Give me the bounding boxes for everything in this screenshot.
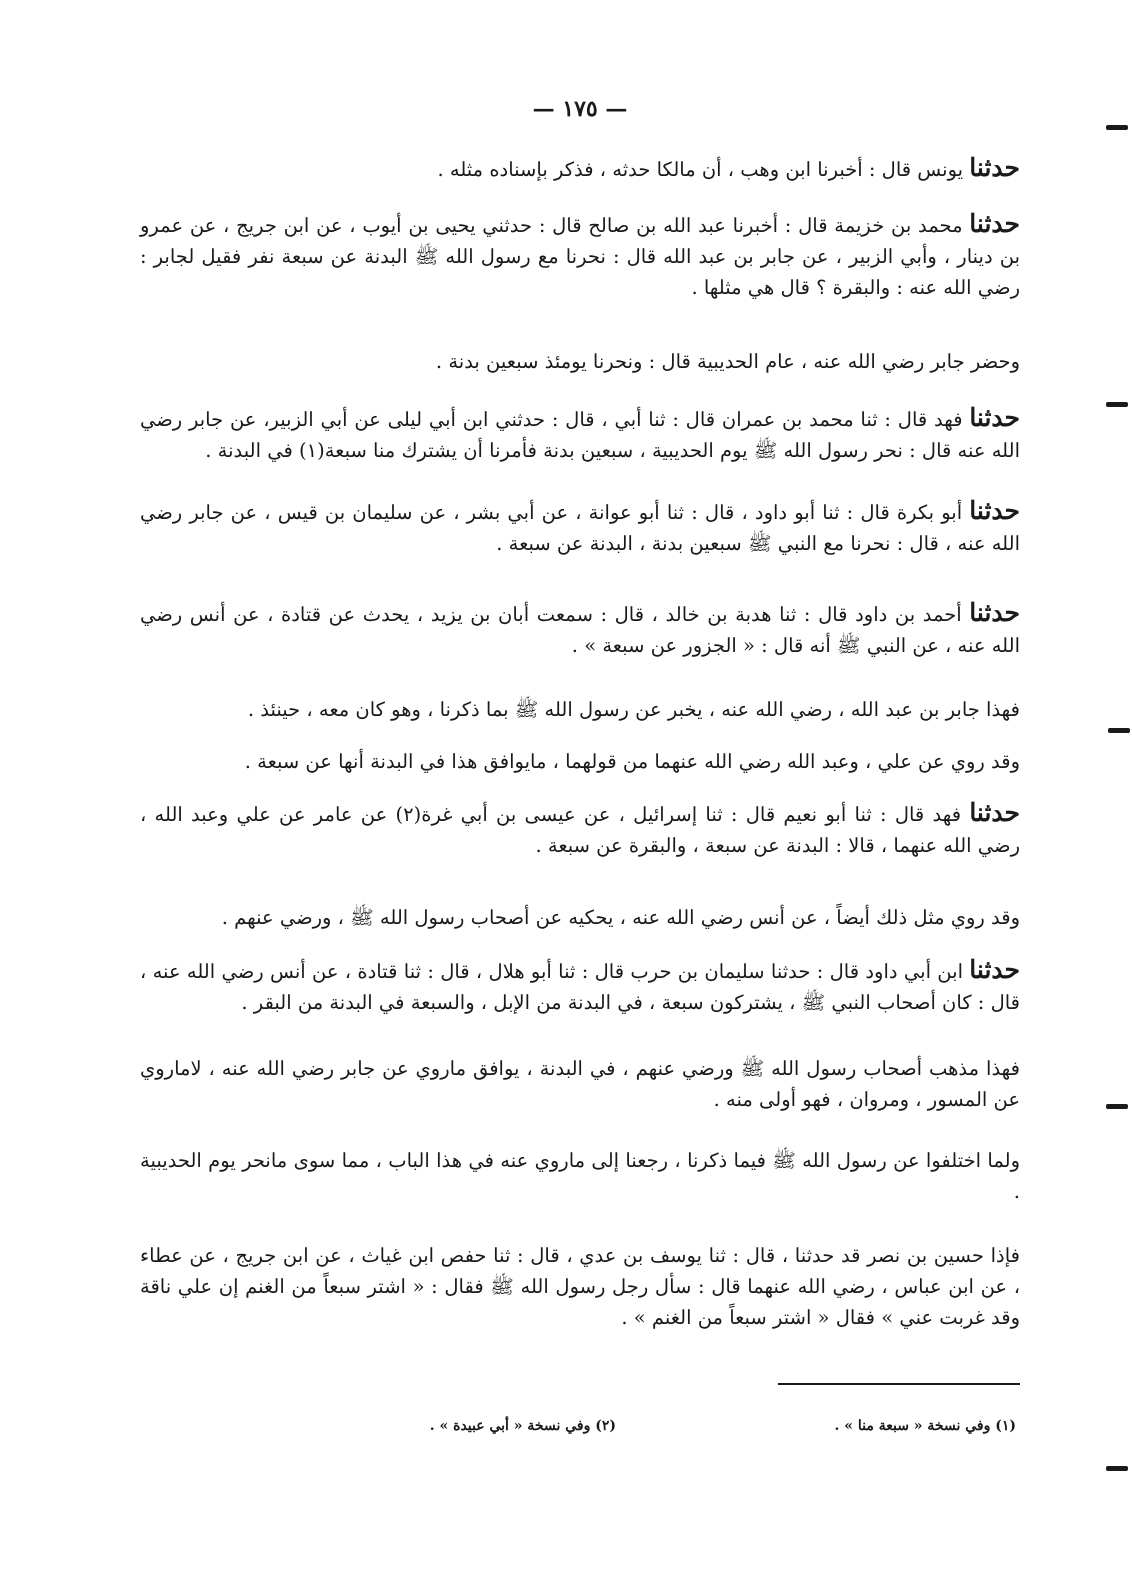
paragraph-text: أبو بكرة قال : ثنا أبو داود ، قال : ثنا أبو عوانة ، عن أبي بشر ، عن سليمان بن قيس ، عن جابر رضي الله عنه ، قال : نحرنا مع النبي ﷺ سبعين بدنة ، البدنة عن سبعة . [140,501,1020,555]
paragraph-text: فهذا مذهب أصحاب رسول الله ﷺ ورضي عنهم ، في البدنة ، يوافق ماروي عن جابر رضي الله عنه ، لاماروي عن المسور ، ومروان ، فهو أولى منه . [140,1057,1020,1111]
paragraph-text: فهد قال : ثنا أبو نعيم قال : ثنا إسرائيل ، عن عيسى بن أبي غرة(٢) عن عامر عن علي وعبد الله ، رضي الله عنهما ، قالا : البدنة عن سبعة ، والبقرة عن سبعة . [140,803,1020,857]
hadith-keyword: حدثنا [969,153,1020,182]
scan-margin-mark [1108,728,1130,733]
paragraph-13 [140,1145,1020,1207]
paragraph-text: وقد روي مثل ذلك أيضاً ، عن أنس رضي الله عنه ، يحكيه عن أصحاب رسول الله ﷺ ، ورضي عنهم . [221,906,1020,929]
footnote-divider [778,1383,1020,1385]
scan-margin-mark [1106,1104,1128,1109]
hadith-keyword: حدثنا [969,403,1021,432]
scan-margin-mark [1106,125,1128,130]
paragraph-14 [140,1240,1020,1333]
paragraph-text: محمد بن خزيمة قال : أخبرنا عبد الله بن صالح قال : حدثني يحيى بن أيوب ، عن ابن جريج ، عن عمرو بن دينار ، وأبي الزبير ، عن جابر بن عبد الله قال : نحرنا مع رسول الله ﷺ البدنة عن سبعة نفر فقيل لجابر : رضي الله عنه : والبقرة ؟ قال هي مثلها . [140,214,1020,299]
paragraph-5 [140,495,1020,559]
paragraph-10 [140,902,1020,933]
paragraph-6 [140,597,1020,661]
page-number: — ١٧٥ — [532,96,628,122]
paragraph-12 [140,1053,1020,1115]
paragraph-text: ابن أبي داود قال : حدثنا سليمان بن حرب قال : ثنا أبو هلال ، قال : ثنا قتادة ، عن أنس رضي الله عنه ، قال : كان أصحاب النبي ﷺ ، يشتركون سبعة ، في البدنة من الإبل ، والسبعة في البدنة من البقر . [140,960,1020,1014]
paragraph-11 [140,954,1020,1018]
paragraph-text: ولما اختلفوا عن رسول الله ﷺ فيما ذكرنا ، رجعنا إلى ماروي عنه في هذا الباب ، مما سوى مانحر يوم الحديبية . [140,1149,1020,1203]
scan-margin-mark [1106,1466,1128,1471]
paragraph-2 [140,208,1020,303]
paragraph-4 [140,402,1020,466]
document-page [140,0,1020,1587]
paragraph-1 [140,152,1020,185]
hadith-keyword: حدثنا [969,496,1020,525]
paragraph-text: وقد روي عن علي ، وعبد الله رضي الله عنهما من قولهما ، مايوافق هذا في البدنة أنها عن سبعة . [244,750,1020,773]
scan-margin-mark [1106,402,1128,407]
paragraph-9 [140,797,1020,861]
footnote-1: (١) وفي نسخة « سبعة منا » . [834,1418,1016,1434]
paragraph-8 [140,746,1020,777]
paragraph-text: فإذا حسين بن نصر قد حدثنا ، قال : ثنا يوسف بن عدي ، قال : ثنا حفص ابن غياث ، عن ابن جريج ، عن عطاء ، عن ابن عباس ، رضي الله عنهما قال : سأل رجل رسول الله ﷺ فقال : « اشتر سبعاً من الغنم إن علي ناقة وقد غربت عني » فقال « اشتر سبعاً من الغنم » . [140,1244,1020,1329]
hadith-keyword: حدثنا [969,798,1021,827]
hadith-keyword: حدثنا [969,955,1020,984]
paragraph-text: وحضر جابر رضي الله عنه ، عام الحديبية قال : ونحرنا يومئذ سبعين بدنة . [435,350,1020,373]
footnote-2: (٢) وفي نسخة « أبي عبيدة » . [429,1418,616,1434]
paragraph-text: أحمد بن داود قال : ثنا هدبة بن خالد ، قال : سمعت أبان بن يزيد ، يحدث عن قتادة ، عن أنس رضي الله عنه ، عن النبي ﷺ أنه قال : « الجزور عن سبعة » . [140,603,1020,657]
hadith-keyword: حدثنا [969,598,1020,627]
hadith-keyword: حدثنا [969,209,1020,238]
paragraph-text: فهذا جابر بن عبد الله ، رضي الله عنه ، يخبر عن رسول الله ﷺ بما ذكرنا ، وهو كان معه ، حينئذ . [247,698,1020,721]
paragraph-7 [140,694,1020,725]
paragraph-text: يونس قال : أخبرنا ابن وهب ، أن مالكا حدثه ، فذكر بإسناده مثله . [437,158,964,181]
paragraph-text: فهد قال : ثنا محمد بن عمران قال : ثنا أبي ، قال : حدثني ابن أبي ليلى عن أبي الزبير، عن جابر رضي الله عنه قال : نحر رسول الله ﷺ يوم الحديبية ، سبعين بدنة فأمرنا أن يشترك منا سبعة(١) في البدنة . [140,408,1020,462]
paragraph-3 [140,346,1020,377]
